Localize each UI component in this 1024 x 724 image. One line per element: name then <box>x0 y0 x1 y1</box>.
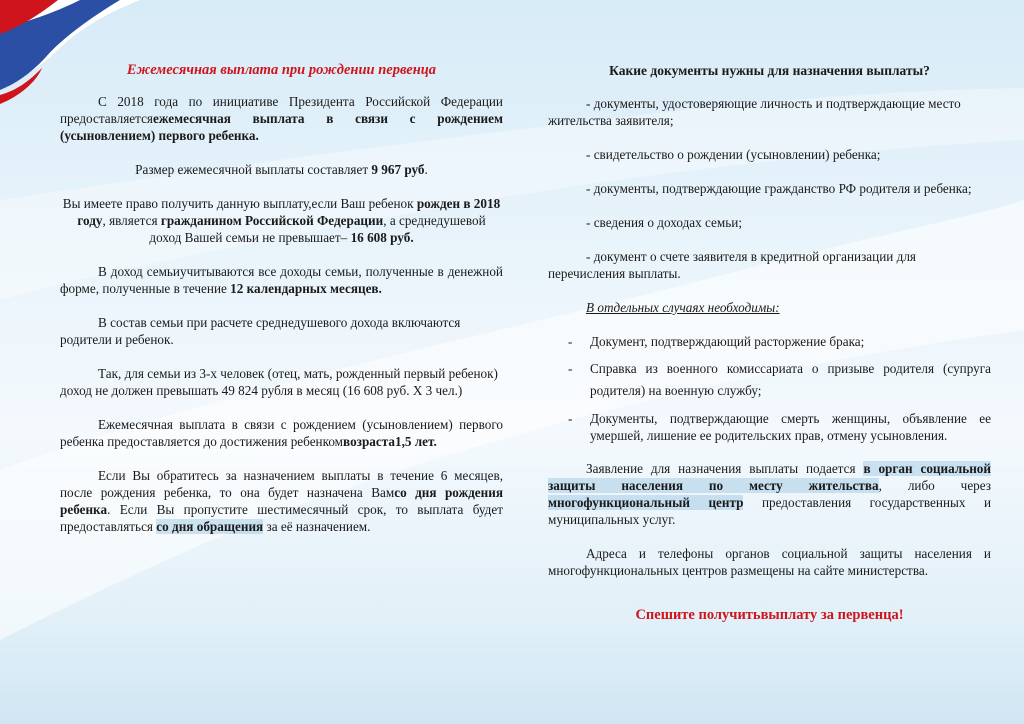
paragraph-eligibility <box>60 195 503 246</box>
amount-value: 9 967 руб <box>371 162 425 177</box>
elig-income: 16 608 руб. <box>350 230 414 245</box>
elig-text-2: , является <box>102 213 161 228</box>
right-column <box>548 62 991 624</box>
intro-text: С 2018 года по инициативе Президента Российской Федерации предоставляется <box>60 94 503 126</box>
special-list <box>548 333 991 444</box>
left-column <box>60 62 503 552</box>
amount-dot: . <box>424 162 428 177</box>
list-item-text: Документ, подтверждающий расторжение брака; <box>590 334 865 349</box>
app-text-2: , либо через <box>878 478 991 493</box>
dash-marker: - <box>568 411 573 426</box>
duration-age: возраста1,5 лет. <box>343 434 437 449</box>
amount-text: Размер ежемесячной выплаты составляет <box>135 162 372 177</box>
app-text-1: Заявление для назначения выплаты подается <box>586 461 864 476</box>
dash-marker: - <box>568 334 573 349</box>
app-text-3: предоставления государственных и муниципальных услуг. <box>548 495 991 527</box>
income-months: 12 календарных месяцев. <box>230 281 382 296</box>
doc-item: - сведения о доходах семьи; <box>586 215 742 230</box>
timing-text-3: за её назначением. <box>263 519 371 534</box>
timing-text-2: . Если Вы пропустите шестимесячный срок, то выплата будет предоставляться <box>60 502 503 534</box>
paragraph-amount <box>60 161 503 178</box>
list-item <box>548 333 991 350</box>
paragraph-intro <box>60 93 503 144</box>
paragraph-family: В состав семьи при расчете среднедушевого дохода включаются родители и ребенок. <box>60 315 461 347</box>
right-title: Какие документы нужны для назначения выплаты? <box>609 63 930 78</box>
list-item-text: Документы, подтверждающие смерть женщины, объявление ее умершей, лишение ее родительских прав, отмену усыновления. <box>590 411 991 443</box>
paragraph-application <box>548 460 991 528</box>
duration-text: Ежемесячная выплата в связи с рождением (усыновлением) первого ребенка предоставляется до достижения ребенком <box>60 417 503 449</box>
elig-citizen: гражданином Российской Федерации <box>160 213 384 228</box>
doc-item: - документы, удостоверяющие личность и подтверждающие место жительства заявителя; <box>548 96 961 128</box>
intro-bold: ежемесячная выплата в связи с рождением (усыновлением) первого ребенка. <box>60 111 503 143</box>
doc-item: - документ о счете заявителя в кредитной организации для перечисления выплаты. <box>548 249 916 281</box>
list-item <box>548 358 991 402</box>
elig-born: рожден в 2018 году <box>77 196 501 228</box>
call-to-action: Спешите получитьвыплату за первенца! <box>635 607 904 623</box>
left-title: Ежемесячная выплата при рождении первенца <box>126 62 437 78</box>
doc-item: - документы, подтверждающие гражданство РФ родителя и ребенка; <box>586 181 972 196</box>
special-heading <box>548 299 991 316</box>
paragraph-timing <box>60 467 503 535</box>
list-item-text: Справка из военного комиссариата о призыве родителя (супруга родителя) на военную службу; <box>590 361 991 398</box>
elig-text-1: Вы имеете право получить данную выплату,если Ваш ребенок <box>62 196 417 211</box>
timing-text-1: Если Вы обратитесь за назначением выплаты в течение 6 месяцев, после рождения ребенка, то она будет назначена Вам <box>60 468 503 500</box>
list-item <box>548 410 991 444</box>
paragraph-example: Так, для семьи из 3-х человек (отец, мать, рожденный первый ребенок) доход не должен превышать 49 824 рубля в месяц (16 608 руб. Х 3 чел.) <box>60 366 498 398</box>
special-heading-text: В отдельных случаях необходимы: <box>586 300 780 315</box>
dash-marker: - <box>568 361 573 376</box>
paragraph-income <box>60 263 503 297</box>
elig-text-3: , а среднедушевой доход Вашей семьи не превышает– <box>149 213 486 245</box>
doc-item: - свидетельство о рождении (усыновлении) ребенка; <box>586 147 881 162</box>
timing-application: со дня обращения <box>156 519 264 534</box>
paragraph-addresses: Адреса и телефоны органов социальной защиты населения и многофункциональных центров размещены на сайте министерства. <box>548 546 991 578</box>
app-organ: в орган социальной защиты населения по месту жительства <box>548 461 991 493</box>
timing-birth: со дня рождения ребенка <box>60 485 503 517</box>
paragraph-duration <box>60 416 503 450</box>
income-text: В доход семьиучитываются все доходы семьи, полученные в денежной форме, полученные в течение <box>60 264 503 296</box>
app-mfc: многофункциональный центр <box>548 495 744 510</box>
